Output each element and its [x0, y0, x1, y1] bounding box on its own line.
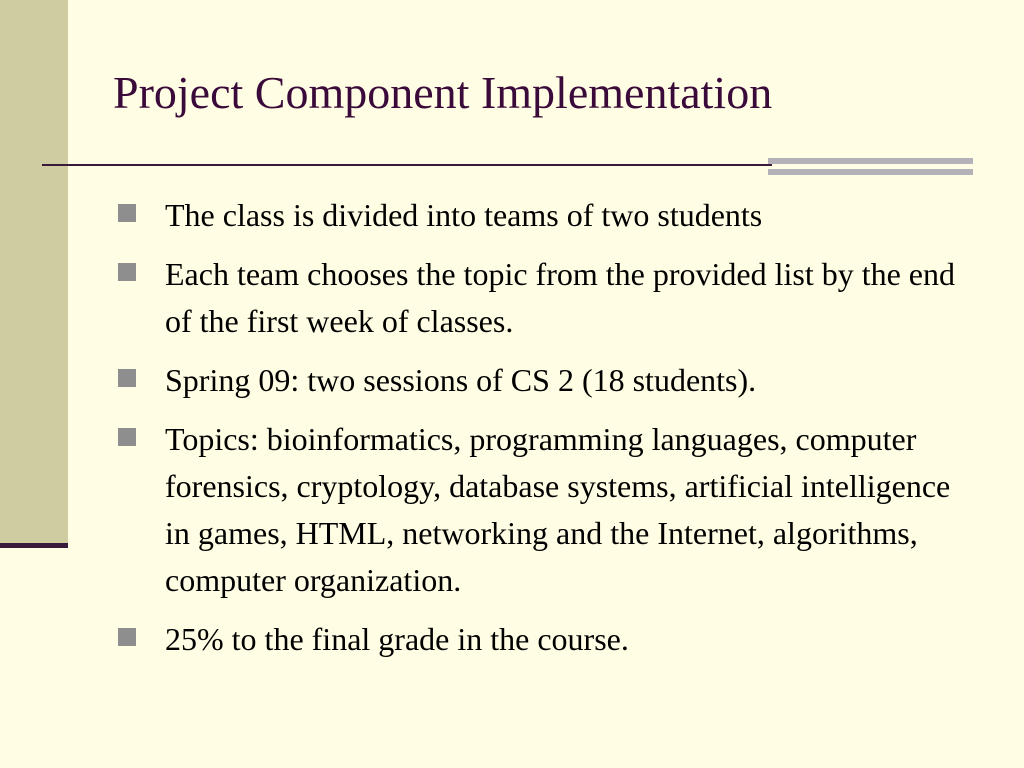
bullet-text: Each team chooses the topic from the provided list by the end of the first week of classes.: [165, 256, 955, 339]
title-divider: [42, 164, 772, 166]
square-bullet-icon: [118, 369, 136, 387]
bullet-item: [112, 616, 982, 663]
bullet-item: [112, 251, 982, 345]
slide-title: Project Component Implementation: [113, 67, 773, 118]
bullet-text: Spring 09: two sessions of CS 2 (18 students).: [165, 362, 757, 398]
square-bullet-icon: [118, 628, 136, 646]
square-bullet-icon: [118, 428, 136, 446]
accent-bar-bottom: [768, 169, 973, 175]
left-band-divider: [0, 543, 68, 548]
square-bullet-icon: [118, 263, 136, 281]
bullet-list: [112, 192, 982, 675]
title-accent-bars: [768, 158, 973, 178]
accent-bar-top: [768, 158, 973, 164]
bullet-item: [112, 416, 982, 604]
bullet-item: [112, 357, 982, 404]
bullet-text: Topics: bioinformatics, programming languages, computer forensics, cryptology, database systems, artificial intelligence in games, HTML, networking and the Internet, algorithms, computer organization.: [165, 421, 951, 598]
bullet-item: [112, 192, 982, 239]
bullet-text: The class is divided into teams of two students: [165, 197, 763, 233]
square-bullet-icon: [118, 204, 136, 222]
left-decorative-band: [0, 0, 68, 545]
bullet-text: 25% to the final grade in the course.: [165, 621, 629, 657]
